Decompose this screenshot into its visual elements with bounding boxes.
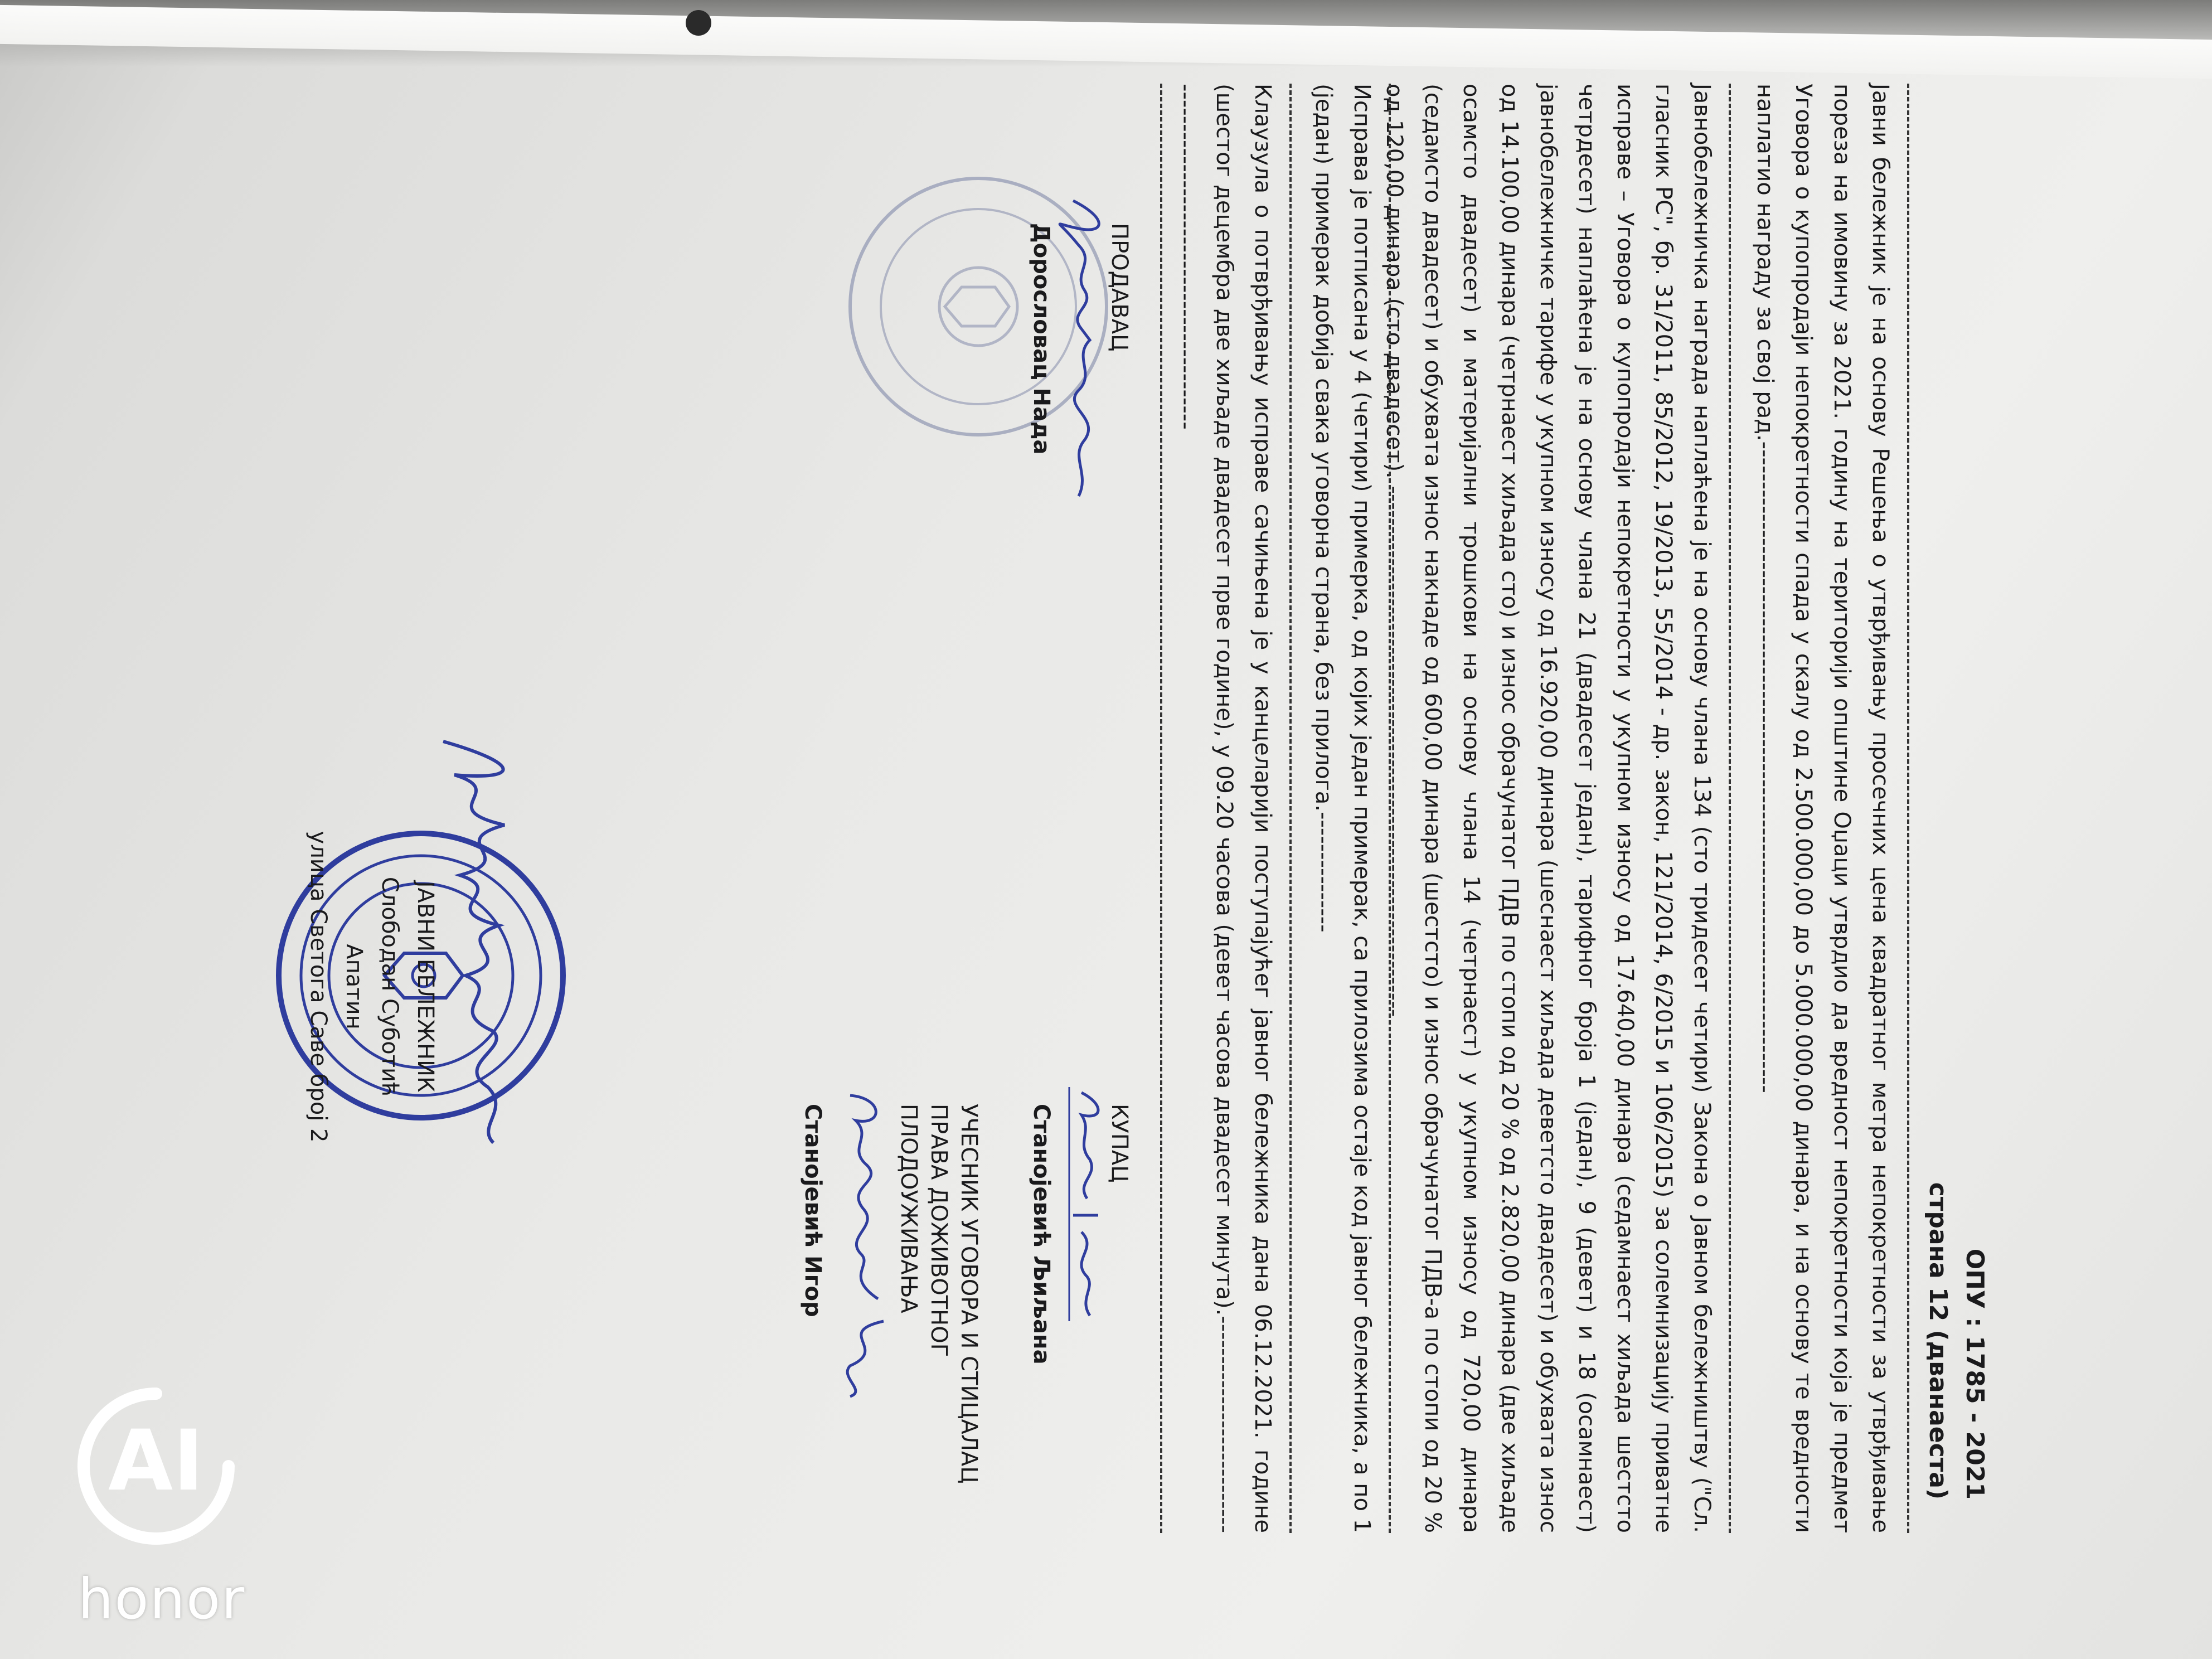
paragraph-clause: Клаузула о потврђивању исправе сачињена је у канцеларији поступајућег јавног бележника дана 06.12.2021. године (шестог децембра две хиљаде двадесет прве године), у 09.20 часова (девет часова двадесет минута).----------------------------------------------------------------------	[1173, 84, 1275, 1533]
participant-label-line-3: ПЛОДОУЖИВАЊА	[896, 1104, 921, 1313]
participant-label-line-2: ПРАВА ДОЖИВОТНОГ	[926, 1104, 952, 1357]
notary-title: ЈАВНИ БЕЛЕЖНИК	[413, 881, 438, 1093]
separator-line	[1160, 84, 1162, 1533]
participant-name: Станојевић Игор	[800, 1104, 826, 1317]
notary-street: улица Светога Саве број 2	[305, 831, 331, 1143]
separator-line	[1289, 84, 1292, 1533]
notary-name: Слободан Суботић	[377, 876, 402, 1097]
reference-number: ОПУ : 1785 - 2021	[1961, 1248, 1989, 1500]
seller-label: ПРОДАВАЦ	[1107, 223, 1132, 352]
logo-text: AI	[108, 1413, 204, 1510]
separator-line	[1907, 84, 1909, 1533]
paragraph-copies: Исправа је потписана у 4 (четири) примерка, од којих један примерак, са прилозима остаје код јавног бележника, а по 1 (један) примерак добија свака уговорна страна, без прилога.---------------	[1311, 84, 1375, 1533]
notary-city: Апатин	[341, 944, 367, 1030]
participant-signature	[822, 1087, 900, 1399]
document-header	[1919, 1182, 1993, 1500]
seller-signature	[1051, 195, 1112, 507]
seller-name: Дорословац Нада	[1029, 223, 1054, 455]
participant-label-line-1: УЧЕСНИК УГОВОРА И СТИЦАЛАЦ	[956, 1104, 982, 1484]
paragraph-valuation: Јавни бележник је на основу Решења о утврђивању просечних цена квадратног метра непокретности за утврђивање пореза на имовину за 2021. годину на територији општине Оџаци утврдио да вредност непокретности која је предмет Уговора о купопродаји непокретности спада у скалу од 2.500.000,00 до 5.000.000,00 динара, и на основу те вредности наплатио награду за свој рад.---------------------------------------------------------------------------------	[1752, 84, 1893, 1533]
notary-block	[300, 764, 443, 1210]
punch-hole	[686, 10, 711, 36]
buyer-signature	[1059, 1087, 1115, 1321]
paragraph-fee: Јавнобележничка наградa наплаћена је на основу члана 134 (сто тридесет четири) Закона о Јавном бележништву ("Сл. гласник РС", бр. 31/2011, 85/2012, 19/2013, 55/2014 - др. закон, 121/2014, 6/2015 и 106/2015) за солемнизацију приватне исправе – Уговора о купопродаји непокретности у укупном износу од 17.640,00 динара (седамнаест хиљада шестсто четрдесет) наплаћена је на основу члана 21 (двадесет један), тарифног броја 1 (један), 9 (девет) и 18 (осамнаест) јавнобележничке тарифе у укупном износу од 16.920,00 динара (шеснаест хиљада деветсто двадесет) и обухвата износ од 14.100,00 динара (четрнаест хиљада сто) и износ обрачунатог ПДВ по стопи од 20 % од 2.820,00 динара (две хиљаде осамсто двадесет) и материјални трошкови на основу члана 14 (четрнаест) у укупном износу од 720,00 динара (седамсто двадесет) и обухвата износ накнаде од 600,00 динара (шестсто) и износ обрачунатог ПДВ-а по стопи од 20 % од 120,00 динара (сто двадесет). ------------------------------------------------------------------	[1381, 84, 1715, 1533]
page-label: страна 12 (дванаеста)	[1924, 1182, 1952, 1500]
camera-brand-text: honor	[78, 1566, 246, 1632]
separator-line	[1389, 84, 1391, 1533]
buyer-label: КУПАЦ	[1107, 1104, 1132, 1183]
document-page	[153, 84, 1993, 1533]
separator-line	[1729, 84, 1731, 1533]
buyer-name: Станојевић Љиљана	[1029, 1104, 1054, 1365]
